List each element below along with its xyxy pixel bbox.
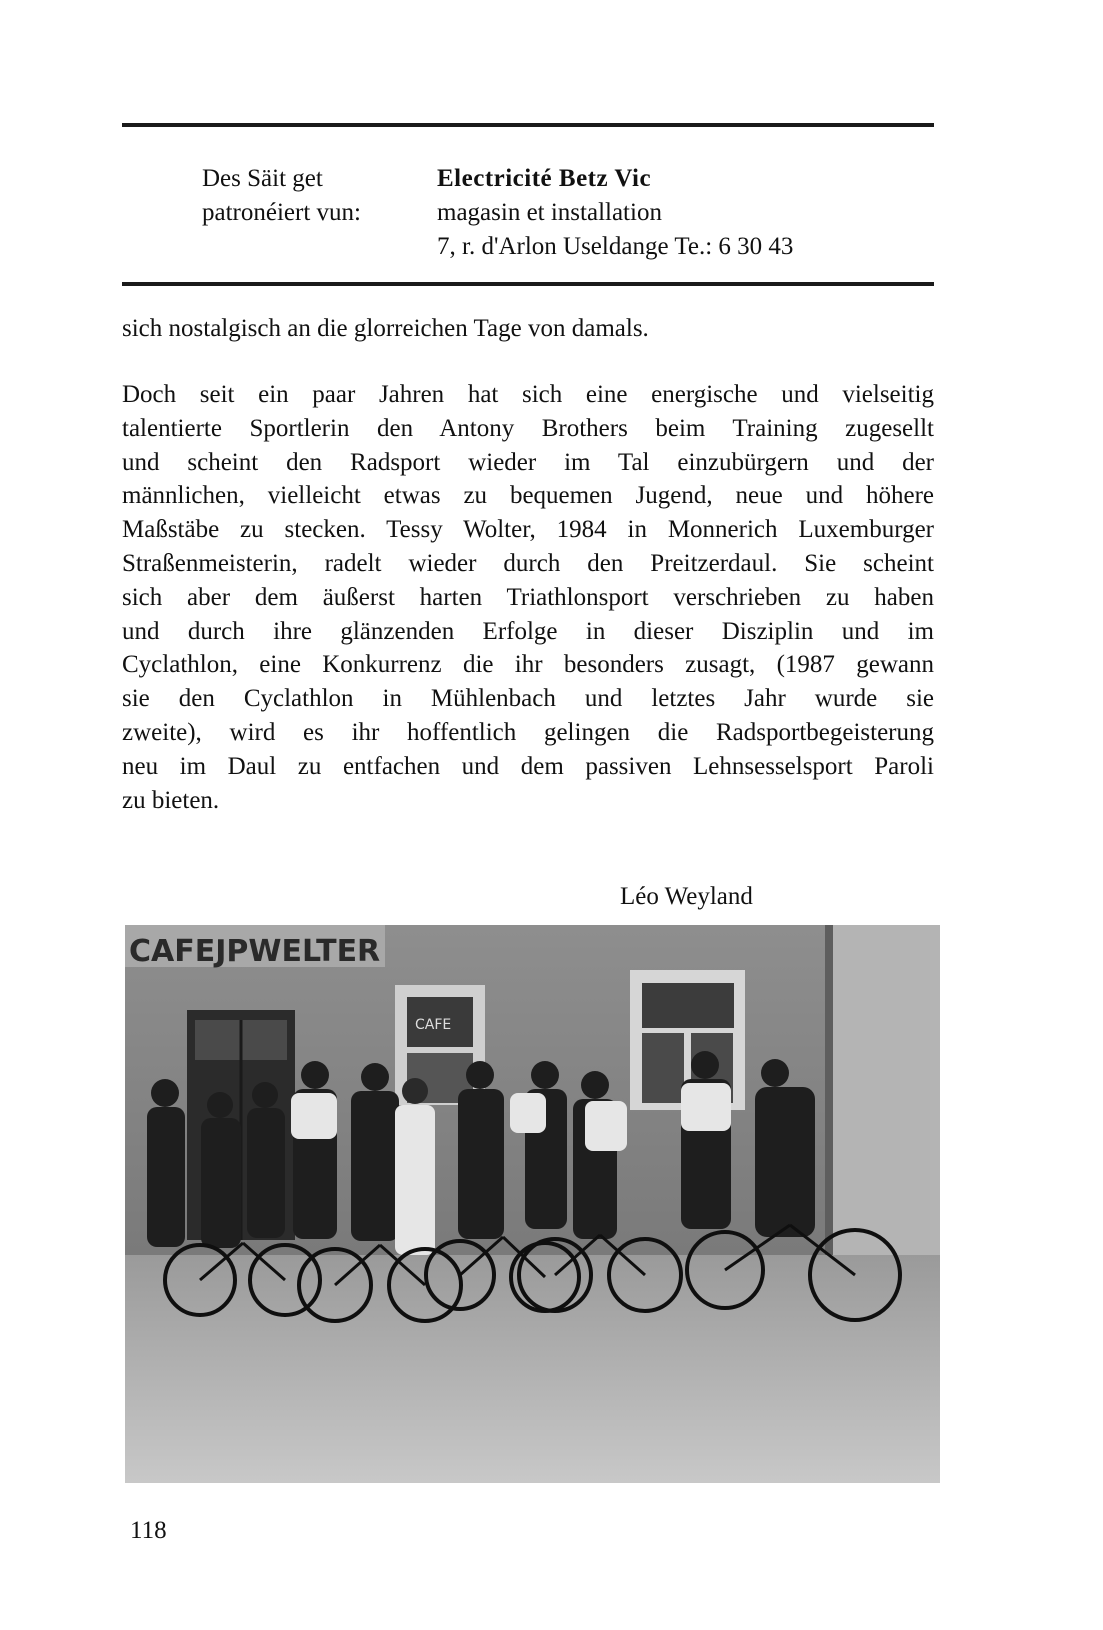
article-line: zweite), wird es ihr hoffentlich gelingen die Radsportbegeisterung [122, 718, 934, 746]
article-line: und scheint den Radsport wieder im Tal einzubürgern und der [122, 448, 934, 476]
sponsor-label-line-1: Des Säit get [202, 165, 323, 192]
group-photo [125, 925, 940, 1483]
sponsor-name: Electricité Betz Vic [437, 165, 652, 192]
page-number: 118 [130, 1517, 167, 1544]
bottom-rule [122, 282, 934, 286]
cafe-sign-text: CAFEJPWELTER [129, 934, 381, 969]
article-line: und durch ihre glänzenden Erfolge in dieser Disziplin und im [122, 617, 934, 645]
article-line: Straßenmeisterin, radelt wieder durch den Preitzerdaul. Sie scheint [122, 549, 934, 577]
article-line: zu bieten. [122, 786, 220, 814]
intro-line: sich nostalgisch an die glorreichen Tage von damals. [122, 315, 649, 342]
sponsor-details [437, 162, 932, 264]
article-line: sie den Cyclathlon in Mühlenbach und letztes Jahr wurde sie [122, 685, 934, 713]
sponsor-address: 7, r. d'Arlon Useldange Te.: 6 30 43 [437, 233, 794, 260]
article-line: sich aber dem äußerst harten Triathlonsport verschrieben zu haben [122, 583, 934, 611]
article-line: neu im Daul zu entfachen und dem passiven Lehnsesselsport Paroli [122, 752, 934, 780]
sponsor-box [202, 162, 932, 264]
sponsor-label [202, 162, 437, 264]
sponsor-label-line-2: patronéiert vun: [202, 199, 361, 226]
article-line: Doch seit ein paar Jahren hat sich eine energische und vielseitig [122, 381, 934, 408]
article-line: Cyclathlon, eine Konkurrenz die ihr besonders zusagt, (1987 gewann [122, 651, 934, 679]
article-line: Maßstäbe zu stecken. Tessy Wolter, 1984 in Monnerich Luxemburger [122, 516, 934, 544]
author-signature: Léo Weyland [620, 883, 753, 910]
article-line: männlichen, vielleicht etwas zu bequemen Jugend, neue und höhere [122, 482, 934, 510]
article-line: talentierte Sportlerin den Antony Brothers beim Training zugesellt [122, 414, 934, 442]
article-body [122, 378, 934, 817]
window-sign-text: CAFE [415, 1017, 452, 1033]
sponsor-business: magasin et installation [437, 199, 662, 226]
top-rule [122, 123, 934, 127]
group-photo-illustration [125, 925, 940, 1483]
